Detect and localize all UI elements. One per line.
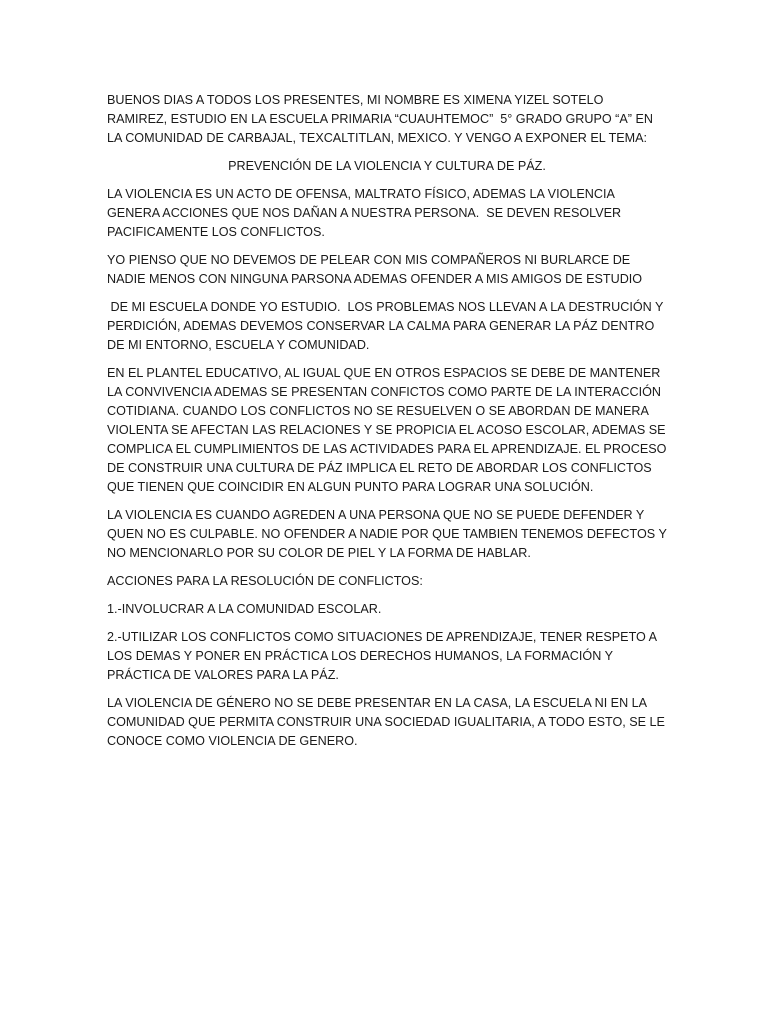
paragraph-gender-violence: LA VIOLENCIA DE GÉNERO NO SE DEBE PRESENTAR EN LA CASA, LA ESCUELA NI EN LA COMUNIDAD QUE PERMITA CONSTRUIR UNA SOCIEDAD IGUALITARIA, A TODO ESTO, SE LE CONOCE COMO VIOLENCIA DE GENERO. <box>107 696 669 748</box>
topic-title: PREVENCIÓN DE LA VIOLENCIA Y CULTURA DE PÁZ. <box>228 159 546 173</box>
action-item-2: 2.-UTILIZAR LOS CONFLICTOS COMO SITUACIONES DE APRENDIZAJE, TENER RESPETO A LOS DEMAS Y PONER EN PRÁCTICA LOS DERECHOS HUMANOS, LA FORMACIÓN Y PRÁCTICA DE VALORES PARA LA PÁZ. <box>107 630 660 682</box>
paragraph-violence-meaning: LA VIOLENCIA ES CUANDO AGREDEN A UNA PERSONA QUE NO SE PUEDE DEFENDER Y QUEN NO ES CULPABLE. NO OFENDER A NADIE POR QUE TAMBIEN TENEMOS DEFECTOS Y NO MENCIONARLO POR SU COLOR DE PIEL Y LA FORMA DE HABLAR. <box>107 508 671 560</box>
actions-heading: ACCIONES PARA LA RESOLUCIÓN DE CONFLICTOS: <box>107 574 423 588</box>
action-item-1: 1.-INVOLUCRAR A LA COMUNIDAD ESCOLAR. <box>107 602 382 616</box>
paragraph-school-context: EN EL PLANTEL EDUCATIVO, AL IGUAL QUE EN OTROS ESPACIOS SE DEBE DE MANTENER LA CONVIVENCIA ADEMAS SE PRESENTAN CONFICTOS COMO PARTE DE LA INTERACCIÓN COTIDIANA. CUANDO LOS CONFLICTOS NO SE RESUELVEN O SE ABORDAN DE MANERA VIOLENTA SE AFECTAN LAS RELACIONES Y SE PROPICIA EL ACOSO ESCOLAR, ADEMAS SE COMPLICA EL CUMPLIMIENTOS DE LAS ACTIVIDADES PARA EL APRENDIZAJE. EL PROCESO DE CONSTRUIR UNA CULTURA DE PÁZ IMPLICA EL RETO DE ABORDAR LOS CONFLICTOS QUE TIENEN QUE COINCIDIR EN ALGUN PUNTO PARA LOGRAR UNA SOLUCIÓN. <box>107 366 670 494</box>
document-body <box>107 91 671 760</box>
intro-paragraph: BUENOS DIAS A TODOS LOS PRESENTES, MI NOMBRE ES XIMENA YIZEL SOTELO RAMIREZ, ESTUDIO EN LA ESCUELA PRIMARIA “CUAUHTEMOC” 5° GRADO GRUPO “A” EN LA COMUNIDAD DE CARBAJAL, TEXCALTITLAN, MEXICO. Y VENGO A EXPONER EL TEMA: <box>107 93 657 145</box>
paragraph-problems: DE MI ESCUELA DONDE YO ESTUDIO. LOS PROBLEMAS NOS LLEVAN A LA DESTRUCIÓN Y PERDICIÓN, ADEMAS DEVEMOS CONSERVAR LA CALMA PARA GENERAR LA PÁZ DENTRO DE MI ENTORNO, ESCUELA Y COMUNIDAD. <box>107 300 667 352</box>
paragraph-definition: LA VIOLENCIA ES UN ACTO DE OFENSA, MALTRATO FÍSICO, ADEMAS LA VIOLENCIA GENERA ACCIONES QUE NOS DAÑAN A NUESTRA PERSONA. SE DEVEN RESOLVER PACIFICAMENTE LOS CONFLICTOS. <box>107 187 625 239</box>
paragraph-opinion: YO PIENSO QUE NO DEVEMOS DE PELEAR CON MIS COMPAÑEROS NI BURLARCE DE NADIE MENOS CON NINGUNA PARSONA ADEMAS OFENDER A MIS AMIGOS DE ESTUDIO <box>107 253 643 286</box>
